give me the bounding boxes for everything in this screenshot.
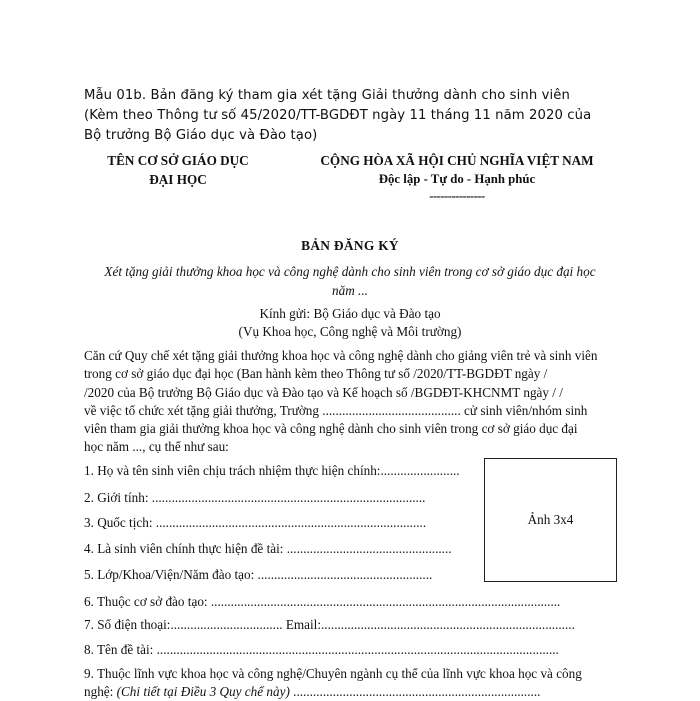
form-header-line2: (Kèm theo Thông tư số 45/2020/TT-BGDĐT ngày 11 tháng 11 năm 2020 của [84,108,592,123]
recipient [0,305,700,341]
body-paragraph [84,347,618,457]
photo-placeholder[interactable] [484,458,617,582]
field-topic-name[interactable]: 8. Tên đề tài: .......................................................................................................................... [84,642,559,657]
field-student-name[interactable]: 1. Họ và tên sinh viên chịu trách nhiệm thực hiện chính:........................ [84,463,460,478]
field-class-faculty[interactable]: 5. Lớp/Khoa/Viện/Năm đào tạo: ..................................................... [84,567,433,582]
form-header-line1: Mẫu 01b. Bản đăng ký tham gia xét tặng Giải thưởng dành cho sinh viên [84,88,570,103]
photo-label: Ảnh 3x4 [527,512,574,527]
motto-underline: --------------- [429,189,485,203]
institution-name [90,151,266,189]
field-nationality[interactable]: 3. Quốc tịch: .................................................................................. [84,515,427,530]
field-science-domain [84,665,619,701]
field-science-domain-prefix: nghệ: [84,684,117,699]
field-email[interactable]: Email:............................................................................. [282,617,575,632]
body-line6: học năm ..., cụ thể như sau: [84,439,229,455]
body-line2: trong cơ sở giáo dục đại học (Ban hành kèm theo Thông tư số /2020/TT-BGDĐT ngày / [84,366,548,382]
form-header [84,86,644,146]
field-institution[interactable]: 6. Thuộc cơ sở đào tạo: .......................................................................................................... [84,594,561,609]
form-header-line3: Bộ trưởng Bộ Giáo dục và Đào tạo) [84,128,318,143]
recipient-text: Kính gửi: Bộ Giáo dục và Đào tạo [259,306,441,321]
recipient-line2: (Vụ Khoa học, Công nghệ và Môi trường) [238,324,462,339]
country-name: CỘNG HÒA XÃ HỘI CHỦ NGHĨA VIỆT NAM [320,153,594,168]
document-title: BẢN ĐĂNG KÝ [301,238,399,253]
document-subtitle [90,262,610,300]
field-science-domain-note: (Chi tiết tại Điều 3 Quy chế này) [116,684,290,699]
recipient-line1 [0,305,700,323]
field-science-domain-label: 9. Thuộc lĩnh vực khoa học và công nghệ/Chuyên ngành cụ thể của lĩnh vực khoa học và công [84,666,582,681]
subtitle-line2: năm ... [332,283,368,298]
motto: Độc lập - Tự do - Hạnh phúc [378,172,536,186]
institution-name-line2: ĐẠI HỌC [149,172,207,187]
institution-name-line1: TÊN CƠ SỞ GIÁO DỤC [107,153,249,168]
field-gender[interactable]: 2. Giới tính: ................................................................................... [84,490,426,505]
body-line1: Căn cứ Quy chế xét tặng giải thưởng khoa học và công nghệ dành cho giảng viên trẻ và sinh viên [84,348,598,363]
body-line4: về việc tổ chức xét tặng giải thưởng, Trường .......................................... cử sinh viên/nhóm sinh [84,402,588,418]
national-motto [282,151,632,203]
field-main-researcher[interactable]: 4. Là sinh viên chính thực hiện đề tài: .................................................. [84,541,452,556]
body-line3: /2020 của Bộ trưởng Bộ Giáo dục và Đào tạo và Kế hoạch số /BGDĐT-KHCNMT ngày / / [84,384,563,400]
field-science-domain-line2[interactable] [84,683,619,701]
field-science-domain-dots: ........................................................................... [289,684,541,699]
body-line5: viên tham gia giải thưởng khoa học và công nghệ dành cho sinh viên trong cơ sở giáo dục đại [84,421,578,437]
subtitle-line1: Xét tặng giải thưởng khoa học và công nghệ dành cho sinh viên trong cơ sở giáo dục đại học [104,264,596,279]
field-contact [84,616,575,634]
field-phone[interactable]: 7. Số điện thoại:.................................. [84,617,283,632]
